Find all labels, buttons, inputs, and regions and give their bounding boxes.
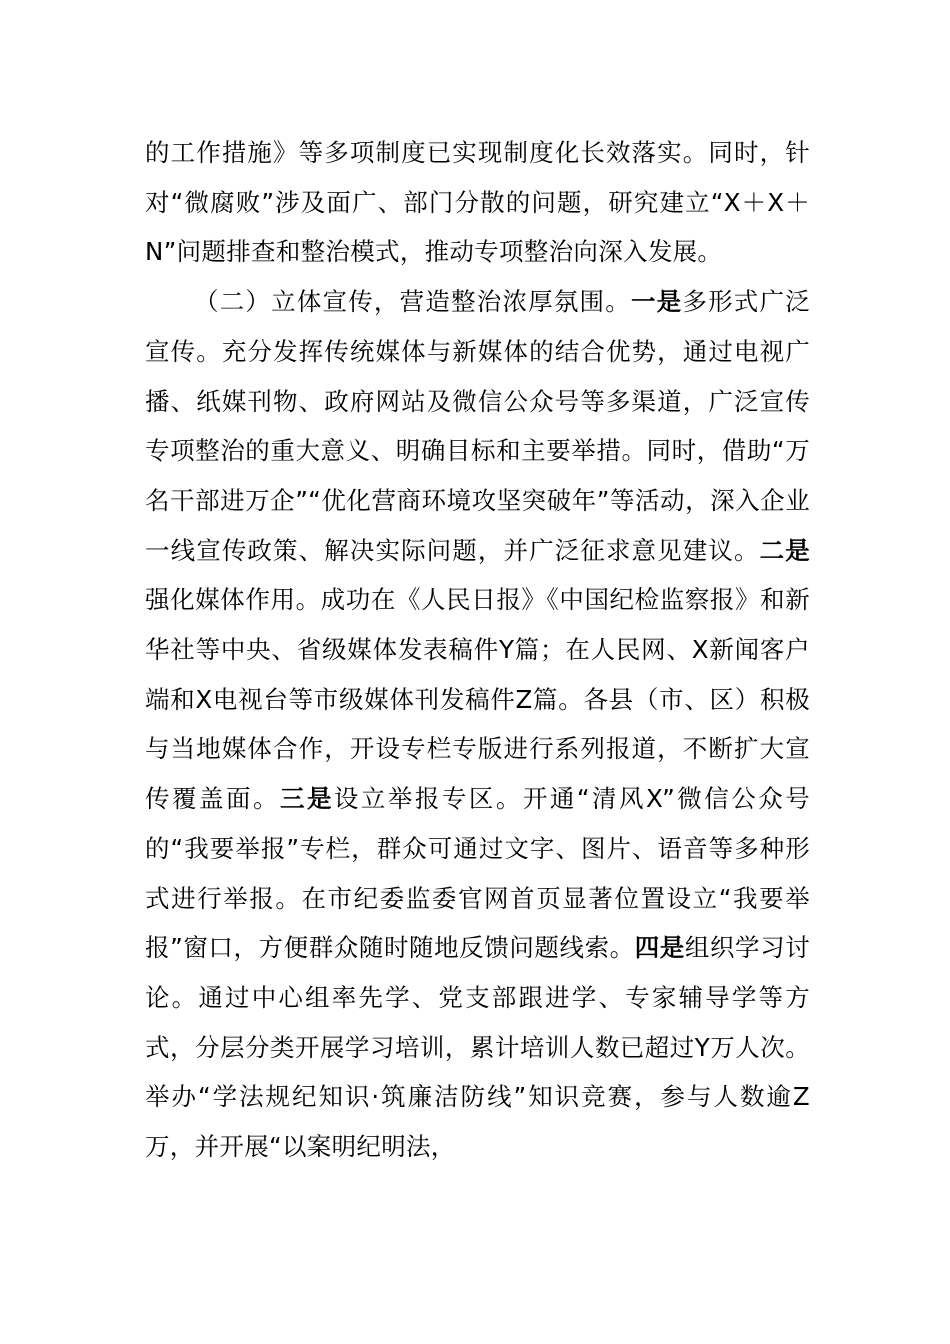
point-4-text: 组织学习讨论。通过中心组率先学、党支部跟进学、专家辅导学等方式，分层分类开展学习培训，累计培训人数已超过Y万人次。举办“学法规纪知识·筑廉洁防线”知识竞赛，参与人数逾Z万，并开展“以案明纪明法， xyxy=(145,933,810,1162)
point-4-label: 四是 xyxy=(634,933,685,963)
point-1-text: 多形式广泛宣传。充分发挥传统媒体与新媒体的结合优势，通过电视广播、纸媒刊物、政府网站及微信公众号等多渠道，广泛宣传专项整治的重大意义、明确目标和主要举措。同时，借助“万名干部进万企”“优化营商环境攻坚突破年”等活动，深入企业一线宣传政策、解决实际问题，并广泛征求意见建议。 xyxy=(145,287,811,565)
section-heading: （二）立体宣传，营造整治浓厚氛围。 xyxy=(194,287,631,317)
point-2-label: 二是 xyxy=(759,535,810,565)
point-2-text: 强化媒体作用。成功在《人民日报》《中国纪检监察报》和新华社等中央、省级媒体发表稿件Y篇；在人民网、X新闻客户端和X电视台等市级媒体刊发稿件Z篇。各县（市、区）积极与当地媒体合作，开设专栏专版进行系列报道，不断扩大宣传覆盖面。 xyxy=(145,585,810,814)
point-1-label: 一是 xyxy=(630,287,683,317)
paragraph-continued xyxy=(145,128,810,277)
point-3-text: 设立举报专区。开通“清风X”微信公众号的“我要举报”专栏，群众可通过文字、图片、语音等多种形式进行举报。在市纪委监委官网首页显著位置设立“我要举报”窗口，方便群众随时随地反馈问题线索。 xyxy=(145,784,811,963)
paragraph-publicity xyxy=(145,277,810,1172)
point-3-label: 三是 xyxy=(279,784,334,814)
paragraph-1-text: 的工作措施》等多项制度已实现制度化长效落实。同时，针对“微腐败”涉及面广、部门分散的问题，研究建立“X＋X＋N”问题排查和整治模式，推动专项整治向深入发展。 xyxy=(145,138,810,267)
document-body xyxy=(145,128,810,1172)
